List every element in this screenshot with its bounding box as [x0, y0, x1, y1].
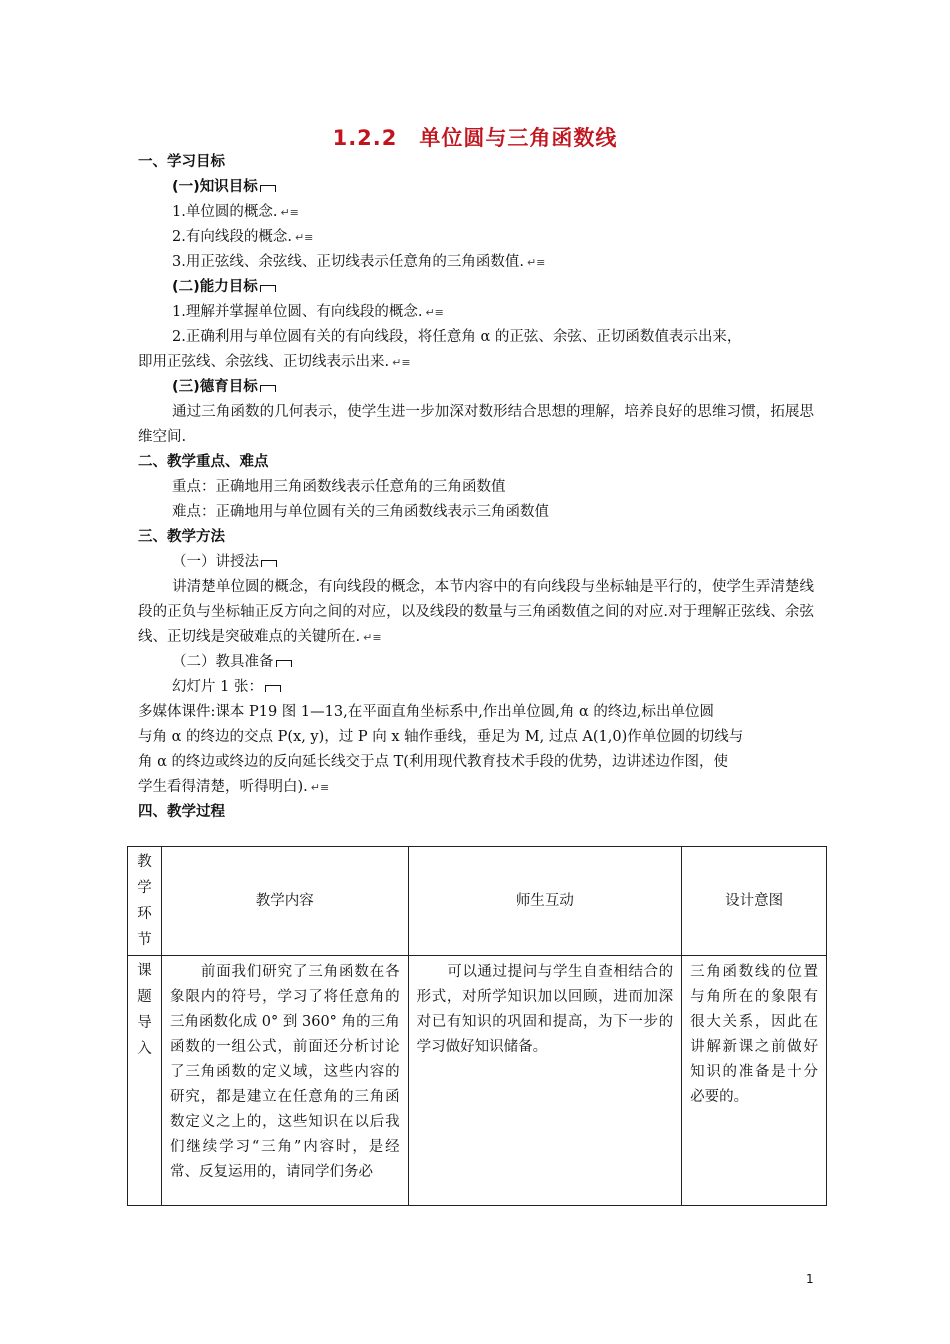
- subheading-ability: (二)能力目标: [172, 275, 276, 300]
- paragraph-mark-icon: [276, 660, 292, 667]
- paragraph-mark-icon: [260, 285, 276, 292]
- table-header-row: [128, 847, 827, 956]
- difficult-point: 难点：正确地用与单位圆有关的三角函数线表示三角函数值: [172, 504, 549, 520]
- ability-item-2-line1: 2.正确利用与单位圆有关的有向线段，将任意角 α 的正弦、余弦、正切函数值表示出来，: [172, 329, 742, 345]
- header-stage: 教学环节: [128, 847, 162, 956]
- paragraph-mark-icon: ↵≡: [363, 631, 382, 644]
- subheading-knowledge: (一)知识目标: [172, 175, 276, 200]
- multimedia-line-4: 学生看得清楚，听得明白). ↵≡: [138, 779, 330, 795]
- knowledge-item-3: 3.用正弦线、余弦线、正切线表示任意角的三角函数值. ↵≡: [172, 254, 546, 270]
- moral-paragraph: 通过三角函数的几何表示，使学生进一步加深对数形结合思想的理解，培养良好的思维习惯，拓展思维空间.: [138, 404, 814, 445]
- section-heading-process: 四、教学过程: [138, 804, 225, 820]
- paragraph-mark-icon: [260, 185, 276, 192]
- multimedia-line-1: 多媒体课件:课本 P19 图 1—13,在平面直角坐标系中,作出单位圆,角 α 的终边,标出单位圆: [138, 704, 715, 720]
- section-heading-keypoints: 二、教学重点、难点: [138, 454, 269, 470]
- paragraph-mark-icon: ↵≡: [425, 306, 444, 319]
- header-intent: 设计意图: [682, 847, 827, 956]
- header-interaction: 师生互动: [408, 847, 682, 956]
- paragraph-mark-icon: [260, 385, 276, 392]
- paragraph-mark-icon: ↵≡: [310, 781, 330, 794]
- paragraph-mark-icon: ↵≡: [392, 356, 411, 369]
- row-content: 前面我们研究了三角函数在各象限内的符号，学习了将任意角的三角函数化成 0° 到 360° 角的三角函数的一组公式，前面还分析讨论了三角函数的定义域，这些内容的研究，都是建立在任意角的三角函数定义之上的，这些知识在以后我们继续学习“三角”内容时，是经常、反复运用的，请同学们务必: [161, 956, 408, 1206]
- page-title: 1.2.2 单位圆与三角函数线: [332, 126, 618, 150]
- multimedia-line-3: 角 α 的终边或终边的反向延长线交于点 T(利用现代教育技术手段的优势，边讲述边作图，使: [138, 754, 728, 770]
- header-content: 教学内容: [161, 847, 408, 956]
- multimedia-line-2: 与角 α 的终边的交点 P(x, y)，过 P 向 x 轴作垂线，垂足为 M, 过点 A(1,0)作单位圆的切线与: [138, 729, 744, 745]
- paragraph-mark-icon: ↵≡: [294, 231, 314, 244]
- page-number: 1: [806, 1272, 814, 1286]
- paragraph-mark-icon: ↵≡: [280, 206, 299, 219]
- method-lecture-heading: （一）讲授法: [172, 550, 277, 575]
- section-heading-objectives: 一、学习目标: [138, 154, 225, 170]
- teaching-process-table: [127, 846, 827, 1206]
- knowledge-item-1: 1.单位圆的概念. ↵≡: [172, 204, 299, 220]
- paragraph-mark-icon: [261, 560, 277, 567]
- paragraph-mark-icon: [265, 685, 281, 692]
- teaching-aids-heading: （二）教具准备: [172, 650, 292, 675]
- row-intent: 三角函数线的位置与角所在的象限有很大关系，因此在讲解新课之前做好知识的准备是十分必要的。: [682, 956, 827, 1206]
- table-row: [128, 956, 827, 1206]
- knowledge-item-2: 2.有向线段的概念. ↵≡: [172, 229, 314, 245]
- paragraph-mark-icon: ↵≡: [526, 256, 546, 269]
- ability-item-2-line2: 即用正弦线、余弦线、正切线表示出来. ↵≡: [138, 354, 411, 370]
- slide-line: 幻灯片 1 张：: [172, 675, 281, 700]
- ability-item-1: 1.理解并掌握单位圆、有向线段的概念. ↵≡: [172, 304, 444, 320]
- row-interaction: 可以通过提问与学生自查相结合的形式，对所学知识加以回顾，进而加深对已有知识的巩固和提高，为下一步的学习做好知识储备。: [408, 956, 682, 1206]
- method-lecture-paragraph: 讲清楚单位圆的概念，有向线段的概念，本节内容中的有向线段与坐标轴是平行的，使学生弄清楚线段的正负与坐标轴正反方向之间的对应，以及线段的数量与三角函数值之间的对应.对于理解正弦线、余弦线、正切线是突破难点的关键所在. ↵≡: [138, 579, 814, 645]
- key-point: 重点：正确地用三角函数线表示任意角的三角函数值: [172, 479, 506, 495]
- row-stage: 课题导入: [128, 956, 162, 1206]
- section-heading-methods: 三、教学方法: [138, 529, 225, 545]
- subheading-moral: (三)德育目标: [172, 375, 276, 400]
